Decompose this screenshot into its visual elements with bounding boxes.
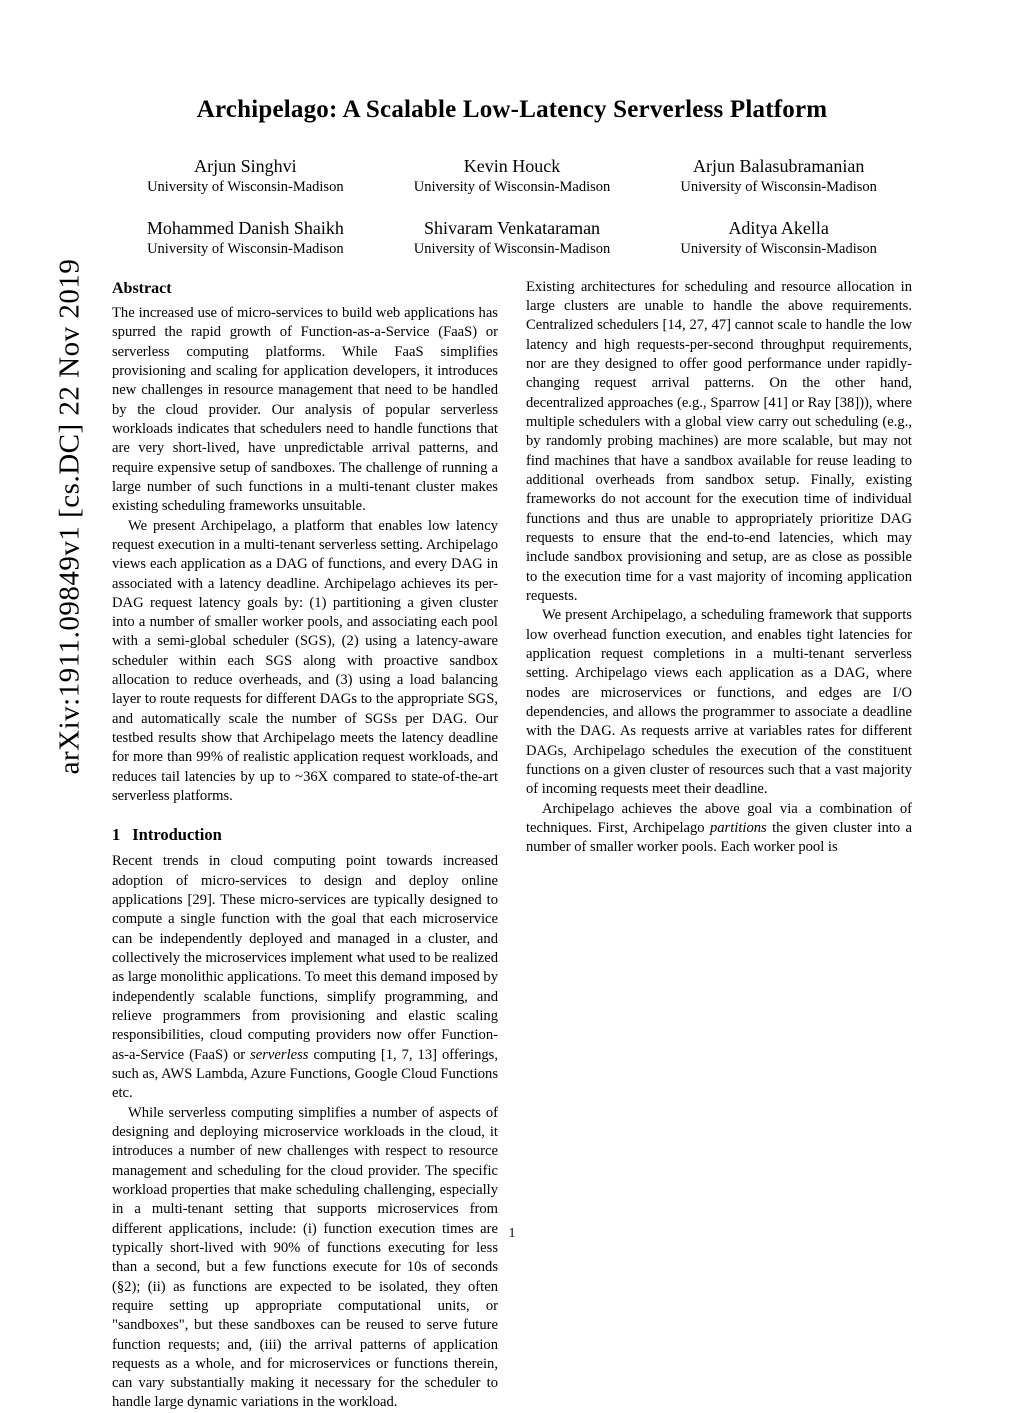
- author-entry: [379, 216, 646, 260]
- page-title: Archipelago: A Scalable Low-Latency Serverless Platform: [196, 96, 828, 123]
- author-name: Mohammed Danish Shaikh: [146, 217, 344, 238]
- intro-paragraph: Archipelago achieves the above goal via a combination of techniques. First, Archipelago partitions the given cluster into a number of smaller worker pools. Each worker pool is: [526, 800, 912, 856]
- author-entry: [112, 216, 379, 260]
- author-affiliation: University of Wisconsin-Madison: [680, 241, 877, 258]
- column-right: [526, 278, 912, 1413]
- intro-paragraph: We present Archipelago, a scheduling framework that supports low overhead function execution, and enables tight latencies for application request completions in a multi-tenant serverless setting. Archipelago views each application as a DAG, where nodes are microservices or functions, and edges are I/O dependencies, and allows the programmer to associate a deadline with the DAG. As requests arrive at variables rates for different DAGs, Archipelago schedules the execution of the constituent functions on a given cluster of resources such that a vast majority of incoming requests meet their deadline.: [526, 607, 912, 798]
- arxiv-stamp: arXiv:1911.09849v1 [cs.DC] 22 Nov 2019: [53, 258, 86, 775]
- author-name: Shivaram Venkataraman: [423, 217, 601, 238]
- intro-paragraph: Recent trends in cloud computing point towards increased adoption of micro-services to design and deploy online applications [29]. These micro-services are typically designed to compute a single function with the goal that each microservice can be independently deployed and managed in a cluster, and collectively the microservices implement what used to be realized as large monolithic applications. To meet this demand imposed by independently scalable functions, simplify programming, and relieve programmers from provisioning and elastic scaling responsibilities, cloud computing providers now offer Function-as-a-Service (FaaS) or serverless computing [1, 7, 13] offerings, such as, AWS Lambda, Azure Functions, Google Cloud Functions etc.: [112, 853, 499, 1102]
- author-name: Arjun Singhvi: [194, 156, 297, 176]
- section-title: Introduction: [132, 825, 222, 845]
- section-heading-introduction: [112, 824, 498, 846]
- author-entry: [379, 154, 646, 198]
- author-affiliation: University of Wisconsin-Madison: [147, 179, 344, 196]
- two-column-body: [112, 278, 912, 1413]
- author-row: [112, 154, 912, 198]
- author-name: Aditya Akella: [728, 217, 829, 238]
- page-number: 1: [508, 1225, 516, 1240]
- author-name: Kevin Houck: [463, 156, 561, 176]
- intro-paragraph: While serverless computing simplifies a number of aspects of designing and deploying microservice workloads in the cloud, it introduces a number of new challenges with respect to resource management and scheduling for the cloud provider. The specific workload properties that make scheduling challenging, especially in a multi-tenant setting that supports microservices from different applications, include: (i) function execution times are typically short-lived with 90% of functions executing for less than a second, but a few functions execute for 10s of seconds (§2); (ii) as functions are expected to be isolated, they often require setting up appropriate computational units, or "sandboxes", but these sandboxes can be reused to serve future function requests; and, (iii) the arrival patterns of application requests as a whole, and for microservices or functions therein, can vary substantially making it necessary for the scheduler to handle large dynamic variations in the workload.: [112, 1104, 498, 1411]
- author-entry: [112, 154, 379, 198]
- section-number: 1: [112, 825, 121, 845]
- author-block: [112, 154, 912, 260]
- paper-content: [112, 96, 912, 1413]
- author-entry: [645, 216, 912, 260]
- column-left: [112, 278, 498, 1413]
- author-affiliation: University of Wisconsin-Madison: [147, 241, 344, 258]
- section-heading-abstract: Abstract: [112, 279, 172, 297]
- author-affiliation: University of Wisconsin-Madison: [413, 179, 611, 196]
- abstract-paragraph: We present Archipelago, a platform that enables low latency request execution in a multi-tenant serverless setting. Archipelago views each application as a DAG of functions, and every DAG in associated with a latency deadline. Archipelago achieves its per-DAG request latency goals by: (1) partitioning a given cluster into a number of smaller worker pools, and associating each pool with a semi-global scheduler (SGS), (2) using a latency-aware scheduler within each SGS along with proactive sandbox allocation to reduce overheads, and (3) using a load balancing layer to route requests for different DAGs to the appropriate SGS, and automatically scale the number of SGSs per DAG. Our testbed results show that Archipelago meets the latency deadline for more than 99% of realistic application request workloads, and reduces tail latencies by up to ~36X compared to state-of-the-art serverless platforms.: [112, 517, 498, 805]
- author-entry: [645, 154, 912, 198]
- author-name: Arjun Balasubramanian: [692, 156, 865, 176]
- author-affiliation: University of Wisconsin-Madison: [680, 179, 877, 196]
- intro-paragraph: Existing architectures for scheduling and resource allocation in large clusters are unable to handle the above requirements. Centralized schedulers [14, 27, 47] cannot scale to handle the low latency and high requests-per-second throughput requirements, nor are they designed to offer good performance under rapidly-changing request arrival patterns. On the other hand, decentralized approaches (e.g., Sparrow [41] or Ray [38])), where multiple schedulers with a global view carry out scheduling (e.g., by randomly probing machines) are more scalable, but may not find machines that have a sandbox available for reuse leading to additional overheads from sandbox setup. Finally, existing frameworks do not account for the execution time of individual functions and thus are unable to appropriately prioritize DAG requests to ensure that the end-to-end latencies, which may include sandbox provisioning and setup, are as close as possible to the execution time for a vast majority of incoming application requests.: [526, 278, 912, 604]
- abstract-paragraph: The increased use of micro-services to build web applications has spurred the rapid growth of Function-as-a-Service (FaaS) or serverless computing platforms. While FaaS simplifies provisioning and scaling for application developers, it introduces new challenges in resource management that need to be handled by the cloud provider. Our analysis of popular serverless workloads indicates that schedulers need to handle functions that are very short-lived, have unpredictable arrival patterns, and require expensive setup of sandboxes. The challenge of running a large number of such functions in a multi-tenant cluster makes existing scheduling frameworks unsuitable.: [112, 304, 498, 515]
- author-affiliation: University of Wisconsin-Madison: [413, 241, 611, 258]
- author-row: [112, 216, 912, 260]
